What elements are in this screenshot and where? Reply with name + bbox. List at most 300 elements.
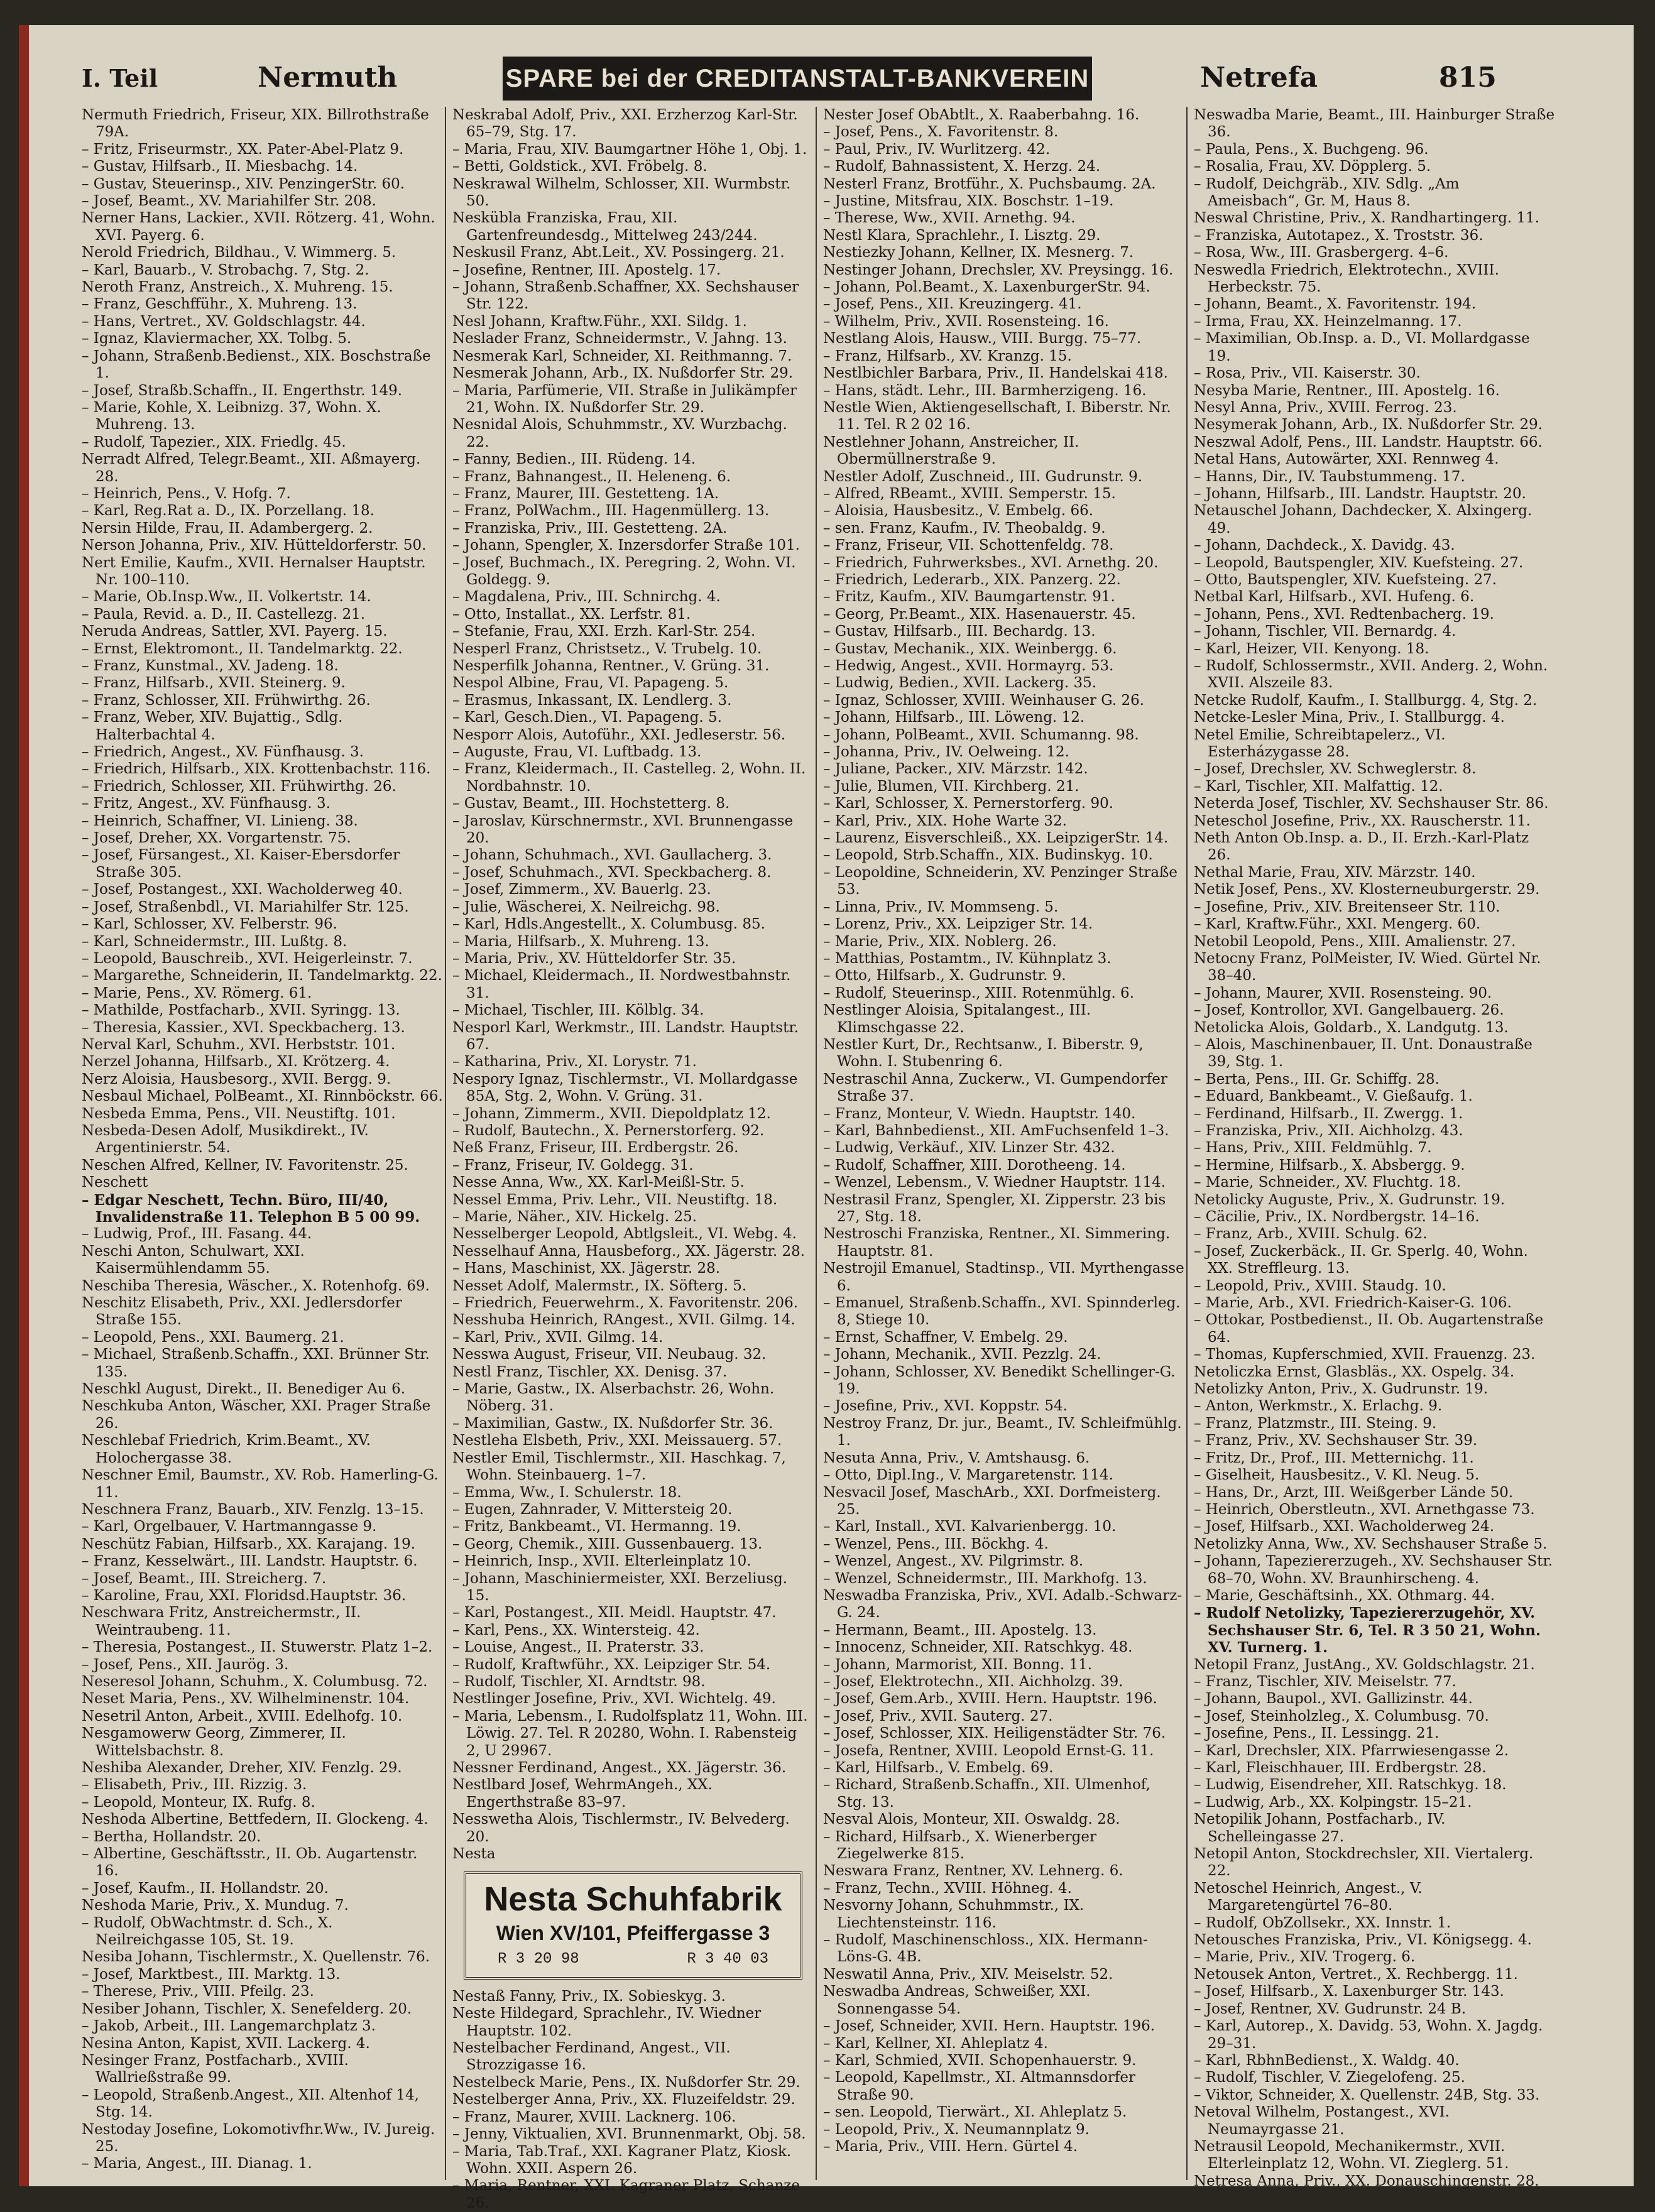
directory-entry: – Maximilian, Ob.Insp. a. D., VI. Mollardgasse 19. xyxy=(1194,330,1530,364)
directory-entry: Nesnidal Alois, Schuhmmstr., XV. Wurzbachg. 22. xyxy=(452,417,787,450)
nesta-shoe-factory-ad xyxy=(464,1871,802,1979)
directory-entry: – Wenzel, Lebensm., V. Wiedner Hauptstr. 114. xyxy=(823,1174,1166,1191)
directory-entry: Nerzel Johanna, Hilfsarb., XI. Krötzerg. 4. xyxy=(82,1054,390,1071)
directory-entry: Nesswa August, Friseur, VII. Neubaug. 32. xyxy=(452,1346,767,1363)
directory-entry: Nestl Franz, Tischler, XX. Denisg. 37. xyxy=(452,1363,728,1380)
column-2-entries xyxy=(452,107,814,1863)
ad-address: Wien XV/101, Pfeiffergasse 3 xyxy=(496,1922,770,1945)
directory-entry: – Justine, Mitsfrau, XIX. Boschstr. 1–19. xyxy=(823,193,1114,210)
directory-entry: Netousches Franziska, Priv., VI. Königsegg. 4. xyxy=(1194,1932,1532,1949)
directory-entry: – Karl, Schlosser, X. Pernerstorferg. 90. xyxy=(823,795,1114,812)
directory-entry: Neschett xyxy=(82,1174,148,1191)
directory-entry: – Anton, Werkmstr., X. Erlachg. 9. xyxy=(1194,1398,1443,1415)
directory-entry: – Ignaz, Schlosser, XVIII. Weinhauser G. 26. xyxy=(823,692,1145,709)
directory-entry: – Franziska, Autotapez., X. Troststr. 36. xyxy=(1194,227,1483,244)
directory-entry: – Josef, Dreher, XX. Vorgartenstr. 75. xyxy=(82,830,351,847)
directory-entry: – Richard, Straßenb.Schaffn., XII. Ulmenhof, Stg. 13. xyxy=(823,1777,1150,1811)
directory-entry: – Franz, Platzmstr., III. Steing. 9. xyxy=(1194,1415,1437,1432)
directory-entry: Nerradt Alfred, Telegr.Beamt., XII. Aßmayerg. 28. xyxy=(82,451,421,485)
directory-entry: Nestler Adolf, Zuschneid., III. Gudrunstr. 9. xyxy=(823,468,1143,485)
directory-entry: Neswedla Friedrich, Elektrotechn., XVIII. Herbeckstr. 75. xyxy=(1194,261,1499,296)
directory-entry: Nestrojil Emanuel, Stadtinsp., VII. Myrthengasse 6. xyxy=(823,1260,1184,1294)
directory-entry: Neschi Anton, Schulwart, XXI. Kaisermühlendamm 55. xyxy=(82,1243,305,1277)
directory-entry: – Josef, Schlosser, XIX. Heiligenstädter Str. 76. xyxy=(823,1725,1166,1742)
directory-entry: – Johann, Straßenb.Schaffner, XX. Sechshauser Str. 122. xyxy=(452,279,799,313)
directory-entry: – Richard, Hilfsarb., X. Wienerberger Ziegelwerke 815. xyxy=(823,1828,1096,1863)
directory-entry: Netauschel Johann, Dachdecker, X. Alxingerg. 49. xyxy=(1194,503,1532,537)
directory-entry: – Josef, Steinholzleg., X. Columbusg. 70. xyxy=(1194,1708,1489,1724)
directory-entry: – Ludwig, Verkäuf., XIV. Linzer Str. 432. xyxy=(823,1140,1115,1157)
directory-entry: Nerval Karl, Schuhm., XVI. Herbststr. 101. xyxy=(82,1036,396,1053)
directory-column-1 xyxy=(82,107,443,2180)
directory-entry: Nesinger Franz, Postfacharb., XVIII. Wallrießstraße 99. xyxy=(82,2052,349,2086)
directory-entry: – Leopold, Straßenb.Angest., XII. Altenhof 14, Stg. 14. xyxy=(82,2086,419,2121)
directory-entry: Nersin Hilde, Frau, II. Adambergerg. 2. xyxy=(82,520,373,537)
directory-entry: Netal Hans, Autowärter, XXI. Rennweg 4. xyxy=(1194,451,1499,468)
directory-entry: – Franz, Kleidermach., II. Castelleg. 2, Wohn. II. Nordbahnstr. 10. xyxy=(452,761,806,795)
directory-entry: – Maria, Priv., VIII. Hern. Gürtel 4. xyxy=(823,2138,1078,2155)
directory-entry: Nestlinger Aloisia, Spitalangest., III. Klimschgasse 22. xyxy=(823,1002,1091,1036)
directory-entry: – Theresia, Postangest., II. Stuwerstr. Platz 1–2. xyxy=(82,1639,433,1656)
directory-entry: – Franz, Schlosser, XII. Frühwirthg. 26. xyxy=(82,692,371,709)
directory-entry: Neste Hildegard, Sprachlehr., IV. Wiedner Hauptstr. 102. xyxy=(452,2005,762,2039)
directory-entry: – Marie, Priv., XIX. Noblerg. 26. xyxy=(823,933,1057,950)
directory-entry: – Johann, PolBeamt., XVII. Schumanng. 98. xyxy=(823,726,1139,743)
directory-entry: – Johann, Hilfsarb., III. Landstr. Hauptstr. 20. xyxy=(1194,485,1526,502)
directory-entry: – Rudolf, ObZollsekr., XX. Innstr. 1. xyxy=(1194,1914,1451,1931)
directory-entry: – Michael, Straßenb.Schaffn., XXI. Brünner Str. 135. xyxy=(82,1346,430,1380)
directory-entry: – Franz, Friseur, IV. Goldegg. 31. xyxy=(452,1157,694,1174)
directory-entry: – Maximilian, Gastw., IX. Nußdorfer Str. 36. xyxy=(452,1415,773,1432)
directory-entry: – Bertha, Hollandstr. 20. xyxy=(82,1828,261,1845)
directory-entry: – Gustav, Hilfsarb., III. Bechardg. 13. xyxy=(823,623,1096,640)
directory-entry: – Franz, Kesselwärt., III. Landstr. Hauptstr. 6. xyxy=(82,1553,418,1570)
directory-entry: Nesyba Marie, Rentner., III. Apostelg. 16. xyxy=(1194,382,1500,399)
directory-entry: – Friedrich, Fuhrwerksbes., XVI. Arnethg. 20. xyxy=(823,554,1159,571)
directory-columns xyxy=(44,107,1615,2211)
directory-entry: – Josef, Drechsler, XV. Schweglerstr. 8. xyxy=(1194,761,1477,778)
directory-entry: – Franz, Hilfsarb., XV. Kranzg. 15. xyxy=(823,347,1072,364)
directory-entry: – Erasmus, Inkassant, IX. Lendlerg. 3. xyxy=(452,692,732,709)
directory-entry: Nestelberger Anna, Priv., XX. Fluzeifeldstr. 29. xyxy=(452,2091,795,2108)
directory-entry: Neswadba Marie, Beamt., III. Hainburger Straße 36. xyxy=(1194,107,1555,141)
directory-entry: – Paula, Revid. a. D., II. Castellezg. 21. xyxy=(82,606,366,623)
directory-entry: – Giselheit, Hausbesitz., V. Kl. Neug. 5. xyxy=(1194,1467,1480,1484)
directory-entry: Nesswetha Alois, Tischlermstr., IV. Belvederg. 20. xyxy=(452,1811,790,1845)
directory-entry: Nestleha Elsbeth, Priv., XXI. Meissauerg. 57. xyxy=(452,1432,782,1449)
directory-entry: – Karl, Install., XVI. Kalvarienbergg. 10. xyxy=(823,1518,1117,1535)
directory-entry: – Fanny, Bedien., III. Rüdeng. 14. xyxy=(452,451,696,468)
page-header xyxy=(19,25,1634,113)
directory-entry: Netrausil Leopold, Mechanikermstr., XVII. Elterleinplatz 12, Wohn. VI. Zieglerg. 51. xyxy=(1194,2138,1509,2172)
directory-entry: Neshiba Alexander, Dreher, XIV. Fenzlg. 29. xyxy=(82,1760,402,1776)
directory-entry: – Johann, Spengler, X. Inzersdorfer Straße 101. xyxy=(452,537,800,554)
directory-entry: – Mathilde, Postfacharb., XVII. Syringg. 13. xyxy=(82,1002,400,1019)
directory-entry: – Julie, Blumen, VII. Kirchberg. 21. xyxy=(823,778,1079,795)
directory-entry: – Franz, Friseur, VII. Schottenfeldg. 78. xyxy=(823,537,1114,554)
directory-entry: – Jenny, Viktualien, XVI. Brunnenmarkt, Obj. 58. xyxy=(452,2126,806,2143)
directory-entry: – Franz, Tischler, XIV. Meiselstr. 77. xyxy=(1194,1673,1456,1690)
directory-entry: – Karl, Bahnbedienst., XII. AmFuchsenfeld 1–3. xyxy=(823,1122,1169,1139)
directory-entry: Nesina Anton, Kapist, XVII. Lackerg. 4. xyxy=(82,2035,370,2052)
directory-entry: – Franz, Monteur, V. Wiedn. Hauptstr. 140. xyxy=(823,1105,1136,1122)
directory-entry: – Josef, Elektrotechn., XII. Aichholzg. 39. xyxy=(823,1673,1123,1690)
directory-entry: Nesbeda Emma, Pens., VII. Neustiftg. 101. xyxy=(82,1105,396,1122)
directory-entry: – Marie, Priv., XIV. Trogerg. 6. xyxy=(1194,1949,1416,1966)
directory-entry: – Heinrich, Pens., V. Hofg. 7. xyxy=(82,485,291,502)
directory-entry: – Ernst, Elektromont., II. Tandelmarktg. 22. xyxy=(82,640,403,657)
directory-entry: – Marie, Arb., XVI. Friedrich-Kaiser-G. 106. xyxy=(1194,1295,1512,1312)
directory-entry: – Johann, Zimmerm., XVII. Diepoldplatz 12. xyxy=(452,1105,771,1122)
directory-entry: Neseresol Johann, Schuhm., X. Columbusg. 72. xyxy=(82,1673,428,1690)
directory-entry: – Karl, Hilfsarb., V. Embelg. 69. xyxy=(823,1760,1054,1776)
directory-entry: Nesterl Franz, Brotführ., X. Puchsbaumg. 2A. xyxy=(823,175,1156,192)
part-label: I. Teil xyxy=(82,64,158,92)
directory-entry: Nestlang Alois, Hausw., VIII. Burgg. 75–77. xyxy=(823,330,1142,347)
page-edge xyxy=(19,25,29,2186)
directory-entry: Netolizky Anna, Ww., XV. Sechshauser Straße 5. xyxy=(1194,1535,1548,1552)
directory-entry: – Hedwig, Angest., XVII. Hormayrg. 53. xyxy=(823,658,1114,674)
directory-entry: – Josef, Beamt., III. Streicherg. 7. xyxy=(82,1570,327,1587)
directory-entry: – Johann, Schlosser, XV. Benedikt Schellinger-G. 19. xyxy=(823,1363,1176,1398)
directory-entry: Neswatil Anna, Priv., XIV. Meiselstr. 52. xyxy=(823,1966,1113,1983)
directory-entry: – Otto, Installat., XX. Lerfstr. 81. xyxy=(452,606,691,623)
directory-entry: Nesvorny Johann, Schuhmmstr., IX. Liechtensteinstr. 116. xyxy=(823,1897,1084,1931)
directory-entry: Nessner Ferdinand, Angest., XX. Jägerstr. 36. xyxy=(452,1760,787,1776)
directory-entry: – Maria, Priv., XV. Hütteldorfer Str. 35. xyxy=(452,950,736,967)
directory-entry: Nester Josef ObAbtlt., X. Raaberbahng. 16. xyxy=(823,107,1140,123)
left-guide-word: Nermuth xyxy=(258,62,398,94)
directory-entry: Neschwara Fritz, Anstreichermstr., II. Weintraubeng. 11. xyxy=(82,1605,361,1638)
directory-entry: Nesmerak Karl, Schneider, XI. Reithmanng. 7. xyxy=(452,347,792,364)
right-guide-word: Netrefa xyxy=(1200,62,1318,94)
directory-entry: – Maria, Rentner, XXI. Kagraner Platz, Schanze 26. xyxy=(452,2177,800,2211)
directory-entry: Nestle Wien, Aktiengesellschaft, I. Biberstr. Nr. 11. Tel. R 2 02 16. xyxy=(823,399,1171,433)
directory-entry: – Leopold, Priv., X. Neumannplatz 9. xyxy=(823,2121,1090,2138)
directory-entry: – Franz, Bahnangest., II. Heleneng. 6. xyxy=(452,468,731,485)
directory-entry: – Heinrich, Oberstleutn., XVI. Arnethgasse 73. xyxy=(1194,1501,1535,1518)
directory-entry: Neschner Emil, Baumstr., XV. Rob. Hamerling-G. 11. xyxy=(82,1467,439,1501)
directory-entry: – Josef, Kontrollor, XVI. Gangelbauerg. 26. xyxy=(1194,1002,1504,1019)
directory-entry: – Fritz, Angest., XV. Fünfhausg. 3. xyxy=(82,795,330,812)
directory-entry: – Innocenz, Schneider, XII. Ratschkyg. 48. xyxy=(823,1639,1133,1656)
directory-entry: Nethal Marie, Frau, XIV. Märzstr. 140. xyxy=(1194,864,1476,881)
directory-entry: – Karl, Hdls.Angestellt., X. Columbusg. 85. xyxy=(452,916,765,933)
directory-entry: – Maria, Lebensm., I. Rudolfsplatz 11, Wohn. III. Löwig. 27. Tel. R 20280, Wohn. I. Rabensteig 2, U 29967. xyxy=(452,1708,808,1759)
directory-entry: – Friedrich, Lederarb., XIX. Panzerg. 22. xyxy=(823,571,1121,588)
directory-entry: Neszwal Adolf, Pens., III. Landstr. Hauptstr. 66. xyxy=(1194,433,1543,450)
directory-entry: – Josef, Hilfsarb., XXI. Wacholderweg 24. xyxy=(1194,1518,1495,1535)
directory-entry: Neskrawal Wilhelm, Schlosser, XII. Wurmbstr. 50. xyxy=(452,175,791,210)
directory-entry: – Juliane, Packer., XIV. Märzstr. 142. xyxy=(823,761,1088,778)
directory-entry: – Josef, Priv., XVII. Sauterg. 27. xyxy=(823,1708,1053,1724)
directory-entry: – Rudolf, Deichgräb., XIV. Sdlg. „Am Ameisbach“, Gr. M, Haus 8. xyxy=(1194,175,1460,210)
directory-entry: Nestraschil Anna, Zuckerw., VI. Gumpendorfer Straße 37. xyxy=(823,1071,1167,1105)
directory-entry: Nesse Anna, Ww., XX. Karl-Meißl-Str. 5. xyxy=(452,1174,745,1191)
directory-entry: – Alois, Maschinenbauer, II. Unt. Donaustraße 39, Stg. 1. xyxy=(1194,1036,1532,1071)
directory-entry: Nesgamowerw Georg, Zimmerer, II. Wittelsbachstr. 8. xyxy=(82,1725,346,1759)
directory-entry: – Josef, Buchmach., IX. Peregring. 2, Wohn. VI. Goldegg. 9. xyxy=(452,554,796,588)
directory-entry: Nestelbeck Marie, Pens., IX. Nußdorfer Str. 29. xyxy=(452,2074,800,2091)
directory-entry: – Karl, Pens., XX. Wintersteig. 42. xyxy=(452,1621,700,1638)
directory-entry: Netolicky Auguste, Priv., X. Gudrunstr. 19. xyxy=(1194,1191,1505,1208)
directory-entry: – Laurenz, Eisverschleiß., XX. LeipzigerStr. 14. xyxy=(823,830,1169,847)
directory-entry: – Karl, RbhnBedienst., X. Waldg. 40. xyxy=(1194,2052,1460,2069)
directory-entry: Nestrasil Franz, Spengler, XI. Zipperstr. 23 bis 27, Stg. 18. xyxy=(823,1191,1166,1225)
directory-entry: – Josef, Kaufm., II. Hollandstr. 20. xyxy=(82,1880,329,1897)
directory-entry: – Margarethe, Schneiderin, II. Tandelmarktg. 22. xyxy=(82,967,442,984)
directory-entry: – Maria, Hilfsarb., X. Muhreng. 13. xyxy=(452,933,709,950)
directory-entry: Nestelbacher Ferdinand, Angest., VII. Strozzigasse 16. xyxy=(452,2040,731,2074)
directory-entry: Neroth Franz, Anstreich., X. Muhreng. 15. xyxy=(82,279,393,296)
directory-entry: – Karl, Autorep., X. Davidg. 53, Wohn. X. Jagdg. 29–31. xyxy=(1194,2018,1543,2052)
directory-entry: – Karl, Gesch.Dien., VI. Papageng. 5. xyxy=(452,709,722,726)
directory-entry: Nestiezky Johann, Kellner, IX. Mesnerg. 7. xyxy=(823,244,1134,261)
directory-entry: – Josefine, Rentner, III. Apostelg. 17. xyxy=(452,261,721,278)
directory-page xyxy=(19,25,1634,2211)
column-2-entries-after-ad xyxy=(452,1988,814,2212)
directory-entry: Nesbaul Michael, PolBeamt., XI. Rinnböckstr. 66. xyxy=(82,1088,443,1105)
directory-entry: – Josef, Pens., XII. Kreuzingerg. 41. xyxy=(823,296,1082,313)
directory-entry: Nesval Alois, Monteur, XII. Oswaldg. 28. xyxy=(823,1811,1120,1828)
directory-entry: – Rudolf, Bahnassistent, X. Herzg. 24. xyxy=(823,158,1101,175)
directory-entry: – Rudolf, Tischler, XI. Arndtstr. 98. xyxy=(452,1673,706,1690)
directory-entry: Nespory Ignaz, Tischlermstr., VI. Mollardgasse 85A, Stg. 2, Wohn. V. Grüng. 31. xyxy=(452,1071,798,1105)
directory-entry: – Franz, Arb., XVIII. Schulg. 62. xyxy=(1194,1226,1428,1243)
directory-entry: Nestler Kurt, Dr., Rechtsanw., I. Biberstr. 9, Wohn. I. Stubenring 6. xyxy=(823,1036,1144,1071)
directory-entry: Nestlehner Johann, Anstreicher, II. Obermüllnerstraße 9. xyxy=(823,433,1079,468)
directory-entry: – Ernst, Schaffner, V. Embelg. 29. xyxy=(823,1329,1068,1346)
directory-entry: – Fritz, Dr., Prof., III. Metternichg. 11. xyxy=(1194,1449,1474,1466)
directory-entry: – Otto, Bautspengler, XIV. Kuefsteing. 27. xyxy=(1194,571,1497,588)
directory-entry: – Friedrich, Hilfsarb., XIX. Krottenbachstr. 116. xyxy=(82,761,431,778)
directory-entry: Neswal Christine, Priv., X. Randhartingerg. 11. xyxy=(1194,210,1540,227)
directory-entry: – Karl, Postangest., XII. Meidl. Hauptstr. 47. xyxy=(452,1605,777,1621)
directory-entry: – Hans, Maschinist, XX. Jägerstr. 28. xyxy=(452,1260,721,1277)
column-rule xyxy=(445,107,446,2180)
directory-entry: – Paula, Pens., X. Buchgeng. 96. xyxy=(1194,141,1429,158)
directory-entry: Netresa Anna, Priv., XX. Donauschingenstr. 28. xyxy=(1194,2172,1539,2189)
directory-entry: Nert Emilie, Kaufm., XVII. Hernalser Hauptstr. Nr. 100–110. xyxy=(82,554,426,588)
directory-entry: – Johann, Mechanik., XVII. Pezzlg. 24. xyxy=(823,1346,1101,1363)
directory-entry: – Ludwig, Eisendreher, XII. Ratschkyg. 18. xyxy=(1194,1777,1507,1794)
directory-entry: – Rudolf, Steuerinsp., XIII. Rotenmühlg. 6. xyxy=(823,984,1135,1001)
directory-entry: – Franz, Hilfsarb., XVII. Steinerg. 9. xyxy=(82,675,346,692)
directory-entry: – Hans, Priv., XIII. Feldmühlg. 7. xyxy=(1194,1140,1432,1157)
directory-entry: – Karl, Bauarb., V. Strobachg. 7, Stg. 2. xyxy=(82,261,369,278)
directory-entry: – Karl, Priv., XIX. Hohe Warte 32. xyxy=(823,812,1067,829)
directory-entry: – Franz, Weber, XIV. Bujattig., Sdlg. Halterbachtal 4. xyxy=(82,709,343,743)
directory-entry: Neskusil Franz, Abt.Leit., XV. Possingerg. 21. xyxy=(452,244,785,261)
directory-entry: Netel Emilie, Schreibtapelerz., VI. Esterházygasse 28. xyxy=(1194,726,1446,761)
directory-entry: – Heinrich, Insp., XVII. Elterleinplatz 10. xyxy=(452,1553,751,1570)
directory-entry: Netobil Leopold, Pens., XIII. Amalienstr. 27. xyxy=(1194,933,1516,950)
directory-entry: – Leopold, Bauschreib., XVI. Heigerleinstr. 7. xyxy=(82,950,413,967)
directory-entry: Nestoday Josefine, Lokomotivfhr.Ww., IV. Jureig. 25. xyxy=(82,2121,435,2155)
directory-entry: Neß Franz, Friseur, III. Erdbergstr. 26. xyxy=(452,1140,739,1157)
directory-entry: – Josef, Postangest., XXI. Wacholderweg 40. xyxy=(82,881,403,898)
directory-entry: – Wenzel, Schneidermstr., III. Markhofg. 13. xyxy=(823,1570,1147,1587)
directory-entry: – Louise, Angest., II. Praterstr. 33. xyxy=(452,1639,704,1656)
directory-entry: – Friedrich, Angest., XV. Fünfhausg. 3. xyxy=(82,744,364,761)
directory-column-2 xyxy=(452,107,814,2211)
directory-entry: – Rudolf, Schaffner, XIII. Dorotheeng. 14. xyxy=(823,1157,1126,1174)
directory-entry: – Rudolf, Schlossermstr., XVII. Anderg. 2, Wohn. XVII. Alszeile 83. xyxy=(1194,658,1548,692)
directory-entry: – Leopold, Priv., XVIII. Staudg. 10. xyxy=(1194,1277,1446,1294)
directory-entry: – Franz, Maurer, III. Gestetteng. 1A. xyxy=(452,485,719,502)
directory-entry: – Franziska, Priv., XII. Aichholzg. 43. xyxy=(1194,1122,1463,1139)
directory-entry: Neteschol Josefine, Priv., XX. Rauscherstr. 11. xyxy=(1194,812,1531,829)
directory-entry: – Karl, Schneidermstr., III. Lußtg. 8. xyxy=(82,933,347,950)
directory-entry: – Wilhelm, Priv., XVII. Rosensteing. 16. xyxy=(823,313,1109,330)
directory-entry: – Heinrich, Schaffner, VI. Linieng. 38. xyxy=(82,812,358,829)
directory-entry: Netcke-Lesler Mina, Priv., I. Stallburgg. 4. xyxy=(1194,709,1505,726)
directory-entry: – Ignaz, Klaviermacher, XX. Tolbg. 5. xyxy=(82,330,352,347)
directory-entry: – Linna, Priv., IV. Mommseng. 5. xyxy=(823,898,1059,915)
directory-entry: – Karl, Tischler, XII. Malfattig. 12. xyxy=(1194,778,1443,795)
directory-entry: – Rosalia, Frau, XV. Döpplerg. 5. xyxy=(1194,158,1431,175)
directory-entry: Neschnera Franz, Bauarb., XIV. Fenzlg. 13–15. xyxy=(82,1501,424,1518)
directory-entry: Nestlbard Josef, WehrmAngeh., XX. Engerthstraße 83–97. xyxy=(452,1777,713,1811)
directory-column-3 xyxy=(823,107,1184,2180)
directory-entry: – Karoline, Frau, XXI. Floridsd.Hauptstr. 36. xyxy=(82,1587,407,1604)
directory-entry: Nesvacil Josef, MaschArb., XXI. Dorfmeisterg. 25. xyxy=(823,1484,1161,1518)
directory-entry: – Albertine, Geschäftsstr., II. Ob. Augartenstr. 16. xyxy=(82,1846,418,1880)
directory-entry: – Otto, Hilfsarb., X. Gudrunstr. 9. xyxy=(823,967,1066,984)
directory-entry: – Gustav, Beamt., III. Hochstetterg. 8. xyxy=(452,795,730,812)
directory-entry: – Georg, Chemik., XIII. Gussenbauerg. 13. xyxy=(452,1535,763,1552)
directory-entry: – Michael, Tischler, III. Kölblg. 34. xyxy=(452,1002,704,1019)
directory-entry: – Theresia, Kassier., XVI. Speckbacherg. 13. xyxy=(82,1019,405,1036)
directory-entry: Nestaß Fanny, Priv., IX. Sobieskyg. 3. xyxy=(452,1988,726,2005)
directory-entry: – Rudolf, Maschinenschloss., XIX. Hermann-Löns-G. 4B. xyxy=(823,1932,1148,1966)
directory-entry: – Auguste, Frau, VI. Luftbadg. 13. xyxy=(452,744,702,761)
directory-entry: – Rudolf, ObWachtmstr. d. Sch., X. Neilreichgasse 105, St. 19. xyxy=(82,1914,333,1949)
directory-entry: – Rudolf, Tapezier., XIX. Friedlg. 45. xyxy=(82,433,346,450)
directory-entry: – Magdalena, Priv., III. Schnirchg. 4. xyxy=(452,589,721,606)
directory-entry: Neschitz Elisabeth, Priv., XXI. Jedlersdorfer Straße 155. xyxy=(82,1295,402,1329)
directory-entry: Nesperfilk Johanna, Rentner., V. Grüng. 31. xyxy=(452,658,770,674)
directory-entry: – Josef, Straßb.Schaffn., II. Engerthstr. 149. xyxy=(82,382,403,399)
directory-entry: Nesl Johann, Kraftw.Führ., XXI. Sildg. 1. xyxy=(452,313,747,330)
directory-entry: Neshoda Marie, Priv., X. Mundug. 7. xyxy=(82,1897,349,1914)
directory-entry: – Maria, Angest., III. Dianag. 1. xyxy=(82,2155,312,2172)
directory-entry: – Ottokar, Postbedienst., II. Ob. Augartenstraße 64. xyxy=(1194,1312,1544,1346)
directory-entry: – Johanna, Priv., IV. Oelweing. 12. xyxy=(823,744,1069,761)
directory-entry: – Leopold, Bautspengler, XIV. Kuefsteing. 27. xyxy=(1194,554,1524,571)
directory-entry: – Josef, Schneider, XVII. Hern. Hauptstr. 196. xyxy=(823,2018,1155,2035)
directory-entry: – Wenzel, Pens., III. Böckhg. 4. xyxy=(823,1535,1049,1552)
directory-entry: Neskübla Franziska, Frau, XII. Gartenfreundesdg., Mittelweg 243/244. xyxy=(452,210,758,244)
directory-entry: – Ferdinand, Hilfsarb., II. Zwergg. 1. xyxy=(1194,1105,1463,1122)
directory-entry: – Rosa, Priv., VII. Kaiserstr. 30. xyxy=(1194,365,1421,382)
directory-entry: – Josef, Fürsangest., XI. Kaiser-Ebersdorfer Straße 305. xyxy=(82,847,400,881)
directory-entry: – Ludwig, Bedien., XVII. Lackerg. 35. xyxy=(823,675,1097,692)
directory-entry: Netolicka Alois, Goldarb., X. Landgutg. 13. xyxy=(1194,1019,1509,1036)
directory-entry: – sen. Leopold, Tierwärt., XI. Ahleplatz 5. xyxy=(823,2104,1127,2121)
directory-entry: – Otto, Dipl.Ing., V. Margaretenstr. 114. xyxy=(823,1467,1113,1484)
directory-entry: Nesset Adolf, Malermstr., IX. Söfterg. 5. xyxy=(452,1277,747,1294)
directory-entry: – Gustav, Hilfsarb., II. Miesbachg. 14. xyxy=(82,158,358,175)
directory-entry: – Leopold, Kapellmstr., XI. Altmannsdorfer Straße 90. xyxy=(823,2069,1135,2103)
directory-entry: – Leopoldine, Schneiderin, XV. Penzinger Straße 53. xyxy=(823,864,1178,898)
directory-entry: – Katharina, Priv., XI. Lorystr. 71. xyxy=(452,1054,697,1071)
directory-entry: Nesporl Karl, Werkmstr., III. Landstr. Hauptstr. 67. xyxy=(452,1019,799,1053)
directory-entry: Nesshuba Heinrich, RAngest., XVII. Gilmg. 14. xyxy=(452,1312,795,1329)
directory-entry: Neslader Franz, Schneidermstr., V. Jahng. 13. xyxy=(452,330,787,347)
directory-entry: – Thomas, Kupferschmied, XVII. Frauenzg. 23. xyxy=(1194,1346,1536,1363)
directory-entry: Neswadba Franziska, Priv., XVI. Adalb.-Schwarz-G. 24. xyxy=(823,1587,1183,1621)
directory-entry: Netbal Karl, Hilfsarb., XVI. Hufeng. 6. xyxy=(1194,589,1475,606)
directory-entry: Netousek Anton, Vertret., X. Rechbergg. 11. xyxy=(1194,1966,1518,1983)
directory-entry: Netopilik Johann, Postfacharb., IV. Schelleingasse 27. xyxy=(1194,1811,1446,1845)
directory-entry: Netcke Rudolf, Kaufm., I. Stallburgg. 4, Stg. 2. xyxy=(1194,692,1538,709)
directory-entry: – Viktor, Schneider, X. Quellenstr. 24B, Stg. 33. xyxy=(1194,2086,1540,2103)
directory-entry: – Josefine, Priv., XIV. Breitenseer Str. 110. xyxy=(1194,898,1500,915)
directory-entry: – sen. Franz, Kaufm., IV. Theobaldg. 9. xyxy=(823,520,1106,537)
directory-entry: – Karl, Reg.Rat a. D., IX. Porzellang. 18. xyxy=(82,503,374,520)
directory-entry: – Johann, Maurer, XVII. Rosensteing. 90. xyxy=(1194,984,1492,1001)
directory-entry: Nesyl Anna, Priv., XVIII. Ferrog. 23. xyxy=(1194,399,1457,416)
directory-entry: – Friedrich, Schlosser, XII. Frühwirthg. 26. xyxy=(82,778,396,795)
directory-entry: – Rudolf Netolizky, Tapeziererzugehör, XV. Sechshauser Str. 6, Tel. R 3 50 21, Wohn. XV. Turnerg. 1. xyxy=(1194,1605,1541,1657)
directory-entry: Nerson Johanna, Priv., XIV. Hütteldorferstr. 50. xyxy=(82,537,427,554)
directory-entry: – Franz, Geschfführ., X. Muhreng. 13. xyxy=(82,296,358,313)
directory-entry: Neterda Josef, Tischler, XV. Sechshauser Str. 86. xyxy=(1194,795,1549,812)
directory-entry: Neschkuba Anton, Wäscher, XXI. Prager Straße 26. xyxy=(82,1398,431,1432)
directory-entry: – Eduard, Bankbeamt., V. Gießaufg. 1. xyxy=(1194,1088,1473,1105)
directory-entry: – Berta, Pens., III. Gr. Schiffg. 28. xyxy=(1194,1071,1439,1087)
directory-entry: – Maria, Tab.Traf., XXI. Kagraner Platz, Kiosk. Wohn. XXII. Aspern 26. xyxy=(452,2143,792,2177)
directory-entry: – Gustav, Mechanik., XIX. Weinbergg. 6. xyxy=(823,640,1117,657)
directory-entry: – Alfred, RBeamt., XVIII. Semperstr. 15. xyxy=(823,485,1116,502)
directory-entry: – Lorenz, Priv., XX. Leipziger Str. 14. xyxy=(823,916,1093,933)
directory-entry: Netik Josef, Pens., XV. Klosterneuburgerstr. 29. xyxy=(1194,881,1540,898)
directory-entry: – Josef, Straßenbdl., VI. Mariahilfer Str. 125. xyxy=(82,898,409,915)
directory-entry: – Karl, Fleischhauer, III. Erdbergstr. 28. xyxy=(1194,1760,1487,1776)
directory-entry: Nesselberger Leopold, Abtlgsleit., VI. Webg. 4. xyxy=(452,1226,797,1243)
directory-entry: – Marie, Kohle, X. Leibnizg. 37, Wohn. X. Muhreng. 13. xyxy=(82,399,381,433)
directory-entry: – Josef, Schuhmach., XVI. Speckbacherg. 8. xyxy=(452,864,772,881)
directory-entry: Nesperl Franz, Christsetz., V. Trubelg. 10. xyxy=(452,640,762,657)
directory-entry: Nestler Emil, Tischlermstr., XII. Haschkag. 7, Wohn. Steinbauerg. 1–7. xyxy=(452,1449,786,1484)
directory-entry: Neswara Franz, Rentner, XV. Lehnerg. 6. xyxy=(823,1863,1123,1880)
directory-entry: – Maria, Parfümerie, VII. Straße in Julikämpfer 21, Wohn. IX. Nußdorfer Str. 29. xyxy=(452,382,797,416)
directory-entry: Neschen Alfred, Kellner, IV. Favoritenstr. 25. xyxy=(82,1157,408,1174)
directory-entry: – Fritz, Friseurmstr., XX. Pater-Abel-Platz 9. xyxy=(82,141,404,158)
directory-entry: – Johann, Pens., XVI. Redtenbacherg. 19. xyxy=(1194,606,1494,623)
directory-column-4 xyxy=(1194,107,1555,2189)
directory-entry: – Eugen, Zahnrader, V. Mittersteig 20. xyxy=(452,1501,733,1518)
directory-entry: – Josef, Hilfsarb., X. Laxenburger Str. 143. xyxy=(1194,1983,1504,2000)
directory-entry: – Elisabeth, Priv., III. Rizzig. 3. xyxy=(82,1777,307,1794)
directory-entry: – Rudolf, Kraftwführ., XX. Leipziger Str. 54. xyxy=(452,1656,771,1673)
directory-entry: Netoliczka Ernst, Glasbläs., XX. Ospelg. 34. xyxy=(1194,1363,1515,1380)
directory-entry: – Karl, Schlosser, XV. Felberstr. 96. xyxy=(82,916,337,933)
column-rule xyxy=(1186,107,1188,2180)
directory-entry: Neschiba Theresia, Wäscher., X. Rotenhofg. 69. xyxy=(82,1277,430,1294)
directory-entry: – Marie, Ob.Insp.Ww., II. Volkertstr. 14. xyxy=(82,589,371,606)
directory-entry: Netocny Franz, PolMeister, IV. Wied. Gürtel Nr. 38–40. xyxy=(1194,950,1541,984)
directory-entry: – Franz, Techn., XVIII. Höhneg. 4. xyxy=(823,1880,1072,1897)
directory-entry: Nestl Klara, Sprachlehr., I. Lisztg. 29. xyxy=(823,227,1101,244)
directory-entry: Neschütz Fabian, Hilfsarb., XX. Karajang. 19. xyxy=(82,1535,416,1552)
directory-entry: Neset Maria, Pens., XV. Wilhelminenstr. 104. xyxy=(82,1691,410,1708)
directory-entry: – Fritz, Kaufm., XIV. Baumgartenstr. 91. xyxy=(823,589,1115,606)
directory-entry: – Leopold, Pens., XXI. Baumerg. 21. xyxy=(82,1329,344,1346)
directory-entry: – Cäcilie, Priv., IX. Nordbergstr. 14–16. xyxy=(1194,1209,1480,1225)
directory-entry: – Gustav, Steuerinsp., XIV. PenzingerStr. 60. xyxy=(82,175,405,192)
